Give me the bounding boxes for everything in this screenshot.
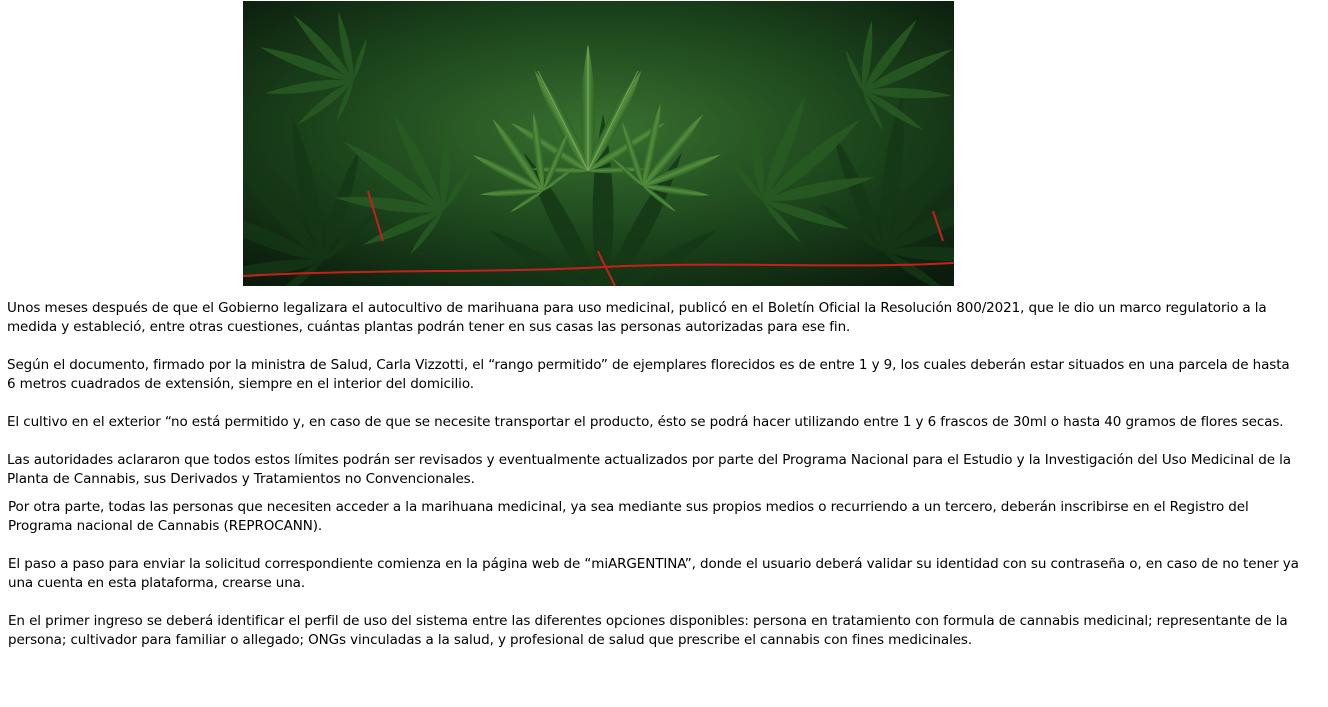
article-paragraph: Según el documento, firmado por la ministra de Salud, Carla Vizzotti, el “rango permitido” de ejemplares florecidos es de entre 1 y 9, los cuales deberán estar situados en una parcela de hasta 6 metros cuadrados de extensión, siempre en el interior del domicilio. <box>7 357 1290 392</box>
article-paragraph: Las autoridades aclararon que todos estos límites podrán ser revisados y eventualmente actualizados por parte del Programa Nacional para el Estudio y la Investigación del Uso Medicinal de la Planta de Cannabis, sus Derivados y Tratamientos no Convencionales. <box>7 452 1291 487</box>
article-paragraph: Por otra parte, todas las personas que necesiten acceder a la marihuana medicinal, ya sea mediante sus propios medios o recurriendo a un tercero, deberán inscribirse en el Registro del Programa nacional de Cannabis (REPROCANN). <box>8 499 1249 534</box>
article-paragraph: Unos meses después de que el Gobierno legalizara el autocultivo de marihuana para uso medicinal, publicó en el Boletín Oficial la Resolución 800/2021, que le dio un marco regulatorio a la medida y estableció, entre otras cuestiones, cuántas plantas podrán tener en sus casas las personas autorizadas para ese fin. <box>7 300 1267 335</box>
article-paragraph: El paso a paso para enviar la solicitud correspondiente comienza en la página web de “miARGENTINA”, donde el usuario deberá validar su identidad con su contraseña o, en caso de no tener ya una cuenta en esta plataforma, crearse una. <box>8 556 1299 591</box>
article-paragraph: El cultivo en el exterior “no está permitido y, en caso de que se necesite transportar el producto, ésto se podrá hacer utilizando entre 1 y 6 frascos de 30ml o hasta 40 gramos de flores secas. <box>7 414 1284 430</box>
cannabis-plant-photo <box>243 1 954 286</box>
cannabis-leaves-illustration <box>243 1 954 286</box>
article-paragraph: En el primer ingreso se deberá identificar el perfil de uso del sistema entre las diferentes opciones disponibles: persona en tratamiento con formula de cannabis medicinal; representante de la persona; cultivador para familiar o allegado; ONGs vinculadas a la salud, y profesional de salud que prescribe el cannabis con fines medicinales. <box>8 613 1288 648</box>
